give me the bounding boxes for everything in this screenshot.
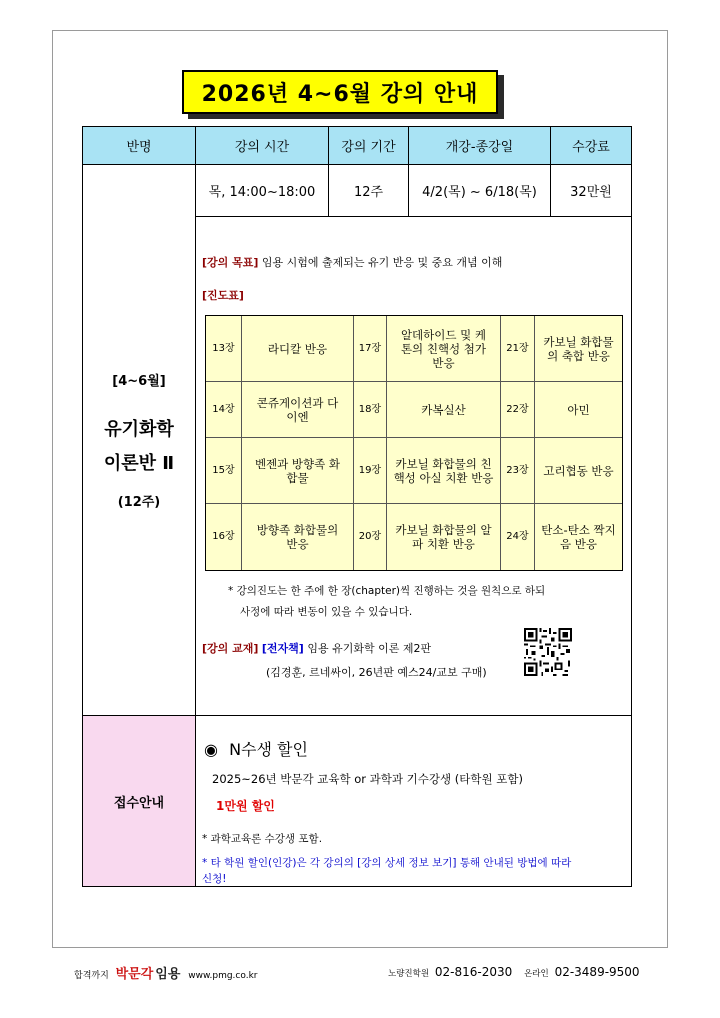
registration-note1: * 과학교육론 수강생 포함. — [202, 833, 323, 845]
schedule-topic: 카보닐 화합물의 알파 치환 반응 — [387, 504, 501, 570]
schedule-topic: 카보닐 화합물의 축합 반응 — [535, 316, 622, 382]
schedule-num: 24장 — [501, 504, 535, 570]
schedule-tag: [진도표] — [202, 289, 244, 302]
goal-tag: [강의 목표] — [202, 256, 259, 269]
footer-brand — [74, 963, 258, 982]
brand-logo-sub: 임용 — [155, 967, 181, 982]
brand-logo-main: 박문각 — [115, 967, 154, 982]
registration-note2-cont: 신청! — [202, 873, 227, 885]
discount-heading — [204, 737, 308, 760]
branch1-label: 노량진학원 — [388, 969, 430, 979]
course-details — [196, 217, 632, 716]
radio-bullet-icon: ◉ — [204, 740, 218, 759]
schedule-num: 17장 — [354, 316, 387, 382]
branch2-phone: 02-3489-9500 — [554, 965, 640, 979]
textbook-info: (김경훈, 르네싸이, 26년판 예스24/교보 구매) — [266, 666, 487, 679]
discount-title: N수생 할인 — [229, 740, 308, 759]
schedule-topic: 아민 — [535, 382, 622, 438]
qr-code-icon[interactable] — [524, 628, 572, 676]
goal-text: 임용 시험에 출제되는 유기 반응 및 중요 개념 이해 — [261, 256, 503, 269]
registration-panel — [196, 716, 632, 886]
schedule-topic: 알데하이드 및 케톤의 친핵성 첨가 반응 — [387, 316, 501, 382]
schedule-num: 15장 — [206, 438, 242, 504]
schedule-topic: 카보닐 화합물의 친핵성 아실 치환 반응 — [387, 438, 501, 504]
schedule-topic: 방향족 화합물의 반응 — [242, 504, 354, 570]
schedule-grid — [205, 315, 623, 571]
schedule-num: 18장 — [354, 382, 387, 438]
textbook-line — [202, 640, 431, 656]
discount-amount: 1만원 할인 — [216, 799, 275, 813]
schedule-note-line1: * 강의진도는 한 주에 한 장(chapter)씩 진행하는 것을 원칙으로 하되 — [228, 585, 546, 597]
course-table — [82, 126, 632, 887]
class-weeks: (12주) — [117, 495, 161, 510]
lecture-dates: 4/2(목) ~ 6/18(목) — [409, 165, 551, 217]
schedule-num: 19장 — [354, 438, 387, 504]
schedule-topic: 탄소-탄소 짝지음 반응 — [541, 523, 616, 551]
footer-url[interactable]: www.pmg.co.kr — [188, 971, 258, 981]
registration-note2: * 타 학원 할인(인강)은 각 강의의 [강의 상세 정보 보기] 통해 안내된 방법에 따라 — [202, 857, 572, 869]
page-title: 2026년 4~6월 강의 안내 — [182, 70, 498, 114]
goal-line — [202, 254, 502, 270]
branch2-label: 온라인 — [524, 969, 549, 979]
ebook-tag: [전자책] — [261, 642, 304, 655]
footer-slogan: 합격까지 — [74, 971, 109, 981]
textbook-tag: [강의 교재] — [202, 642, 259, 655]
header-dates: 개강-종강일 — [409, 127, 551, 165]
lecture-fee: 32만원 — [551, 165, 631, 217]
schedule-note-line2: 사정에 따라 변동이 있을 수 있습니다. — [240, 606, 413, 618]
lecture-duration: 12주 — [329, 165, 409, 217]
schedule-num: 20장 — [354, 504, 387, 570]
lecture-time: 목, 14:00~18:00 — [196, 165, 329, 217]
class-name-line1: 유기화학 — [104, 419, 174, 440]
header-duration: 강의 기간 — [329, 127, 409, 165]
schedule-topic: 벤젠과 방향족 화합물 — [242, 438, 354, 504]
schedule-topic: 콘쥬게이션과 다이엔 — [242, 382, 354, 438]
footer-contacts — [388, 965, 640, 979]
header-fee: 수강료 — [551, 127, 631, 165]
schedule-num: 22장 — [501, 382, 535, 438]
header-time: 강의 시간 — [196, 127, 329, 165]
class-period: [4~6월] — [112, 374, 166, 389]
branch1-phone: 02-816-2030 — [434, 965, 513, 979]
schedule-num: 23장 — [501, 438, 535, 504]
schedule-topic: 고리협동 반응 — [535, 438, 622, 504]
schedule-num: 16장 — [206, 504, 242, 570]
schedule-num: 14장 — [206, 382, 242, 438]
schedule-num: 13장 — [206, 316, 242, 382]
header-class: 반명 — [83, 127, 196, 165]
schedule-topic: 라디칼 반응 — [242, 316, 354, 382]
schedule-num: 21장 — [501, 316, 535, 382]
class-name-line2: 이론반 Ⅱ — [103, 453, 175, 474]
class-info — [83, 165, 196, 716]
textbook-title: 임용 유기화학 이론 제2판 — [307, 642, 432, 655]
schedule-topic: 카복실산 — [387, 382, 501, 438]
discount-eligibility: 2025~26년 박문각 교육학 or 과학과 기수강생 (타학원 포함) — [212, 772, 523, 786]
registration-label: 접수안내 — [83, 716, 196, 886]
